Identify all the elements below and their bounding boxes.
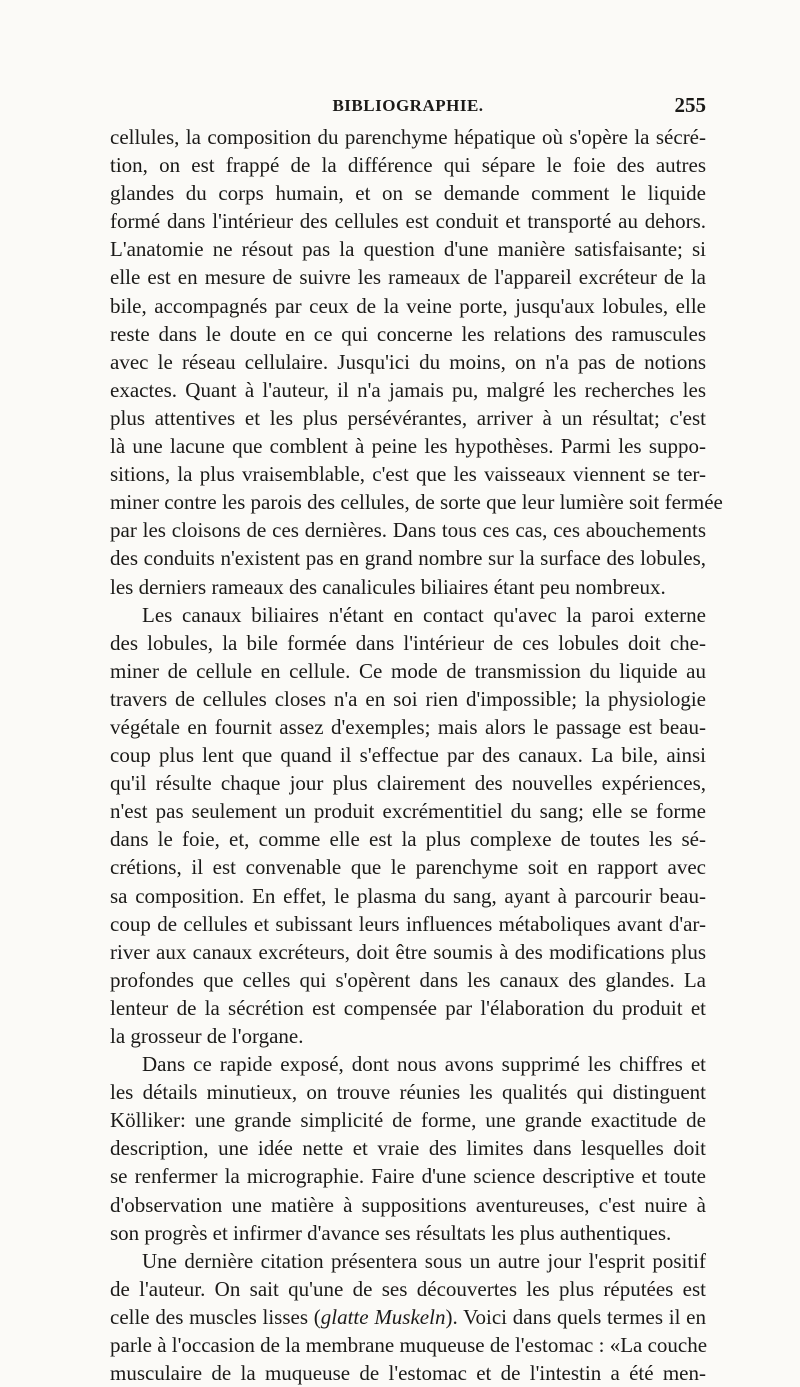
text-line: profondes que celles qui s'opèrent dans les canaux des glandes. La bbox=[110, 967, 706, 992]
text-line: formé dans l'intérieur des cellules est conduit et transporté au dehors. bbox=[110, 209, 706, 234]
text-line: plus attentives et les plus persévérantes, arriver à un résultat; c'est bbox=[110, 405, 706, 430]
text-line: Les canaux biliaires n'étant en contact qu'avec la paroi externe bbox=[142, 602, 706, 627]
running-title: BIBLIOGRAPHIE. bbox=[332, 96, 484, 115]
text-line: qu'il résulte chaque jour plus clairement des nouvelles expériences, bbox=[110, 771, 706, 796]
text-line: elle est en mesure de suivre les rameaux de l'appareil excréteur de la bbox=[110, 265, 706, 290]
text-line: des lobules, la bile formée dans l'intérieur de ces lobules doit che- bbox=[110, 630, 706, 655]
text-line: celle des muscles lisses (glatte Muskeln). Voici dans quels termes il en bbox=[110, 1304, 707, 1329]
text-line: musculaire de la muqueuse de l'estomac et de l'intestin a été men- bbox=[110, 1361, 706, 1386]
text-line: se renfermer la micrographie. Faire d'une science descriptive et toute bbox=[110, 1164, 706, 1189]
text-line: parle à l'occasion de la membrane muqueuse de l'estomac : «La couche bbox=[110, 1333, 708, 1358]
text-line: description, une idée nette et vraie des limites dans lesquelles doit bbox=[110, 1136, 706, 1161]
text-line: d'observation une matière à suppositions aventureuses, c'est nuire à bbox=[110, 1192, 706, 1217]
text-line: tion, on est frappé de la différence qui sépare le foie des autres bbox=[110, 153, 706, 178]
text-line: Dans ce rapide exposé, dont nous avons supprimé les chiffres et bbox=[142, 1052, 706, 1077]
text-line: par les cloisons de ces dernières. Dans tous ces cas, ces abouchements bbox=[110, 518, 706, 543]
page-number: 255 bbox=[674, 93, 706, 117]
text-line: de l'auteur. On sait qu'une de ses découvertes les plus réputées est bbox=[110, 1276, 706, 1301]
paragraph bbox=[110, 1050, 706, 1247]
text-line: L'anatomie ne résout pas la question d'une manière satisfaisante; si bbox=[110, 237, 706, 262]
text-line: sitions, la plus vraisemblable, c'est que les vaisseaux viennent se ter- bbox=[110, 462, 706, 487]
text-line: crétions, il est convenable que le parenchyme soit en rapport avec bbox=[110, 855, 706, 880]
text-line: travers de cellules closes n'a en soi rien d'impossible; la physiologie bbox=[110, 686, 706, 711]
text-line: les derniers rameaux des canalicules biliaires étant peu nombreux. bbox=[110, 574, 666, 599]
text-line: des conduits n'existent pas en grand nombre sur la surface des lobules, bbox=[110, 546, 706, 571]
text-line: Une dernière citation présentera sous un autre jour l'esprit positif bbox=[142, 1248, 706, 1273]
paragraph bbox=[110, 123, 723, 601]
text-line: glandes du corps humain, et on se demande comment le liquide bbox=[110, 181, 706, 206]
text-line: les détails minutieux, on trouve réunies les qualités qui distinguent bbox=[110, 1080, 706, 1105]
text-line: cellules, la composition du parenchyme hépatique où s'opère la sécré- bbox=[110, 125, 706, 149]
text-line: reste dans le doute en ce qui concerne les relations des ramuscules bbox=[110, 321, 706, 346]
text-line: miner de cellule en cellule. Ce mode de transmission du liquide au bbox=[110, 658, 706, 683]
text-line: son progrès et infirmer d'avance ses résultats les plus authentiques. bbox=[110, 1220, 672, 1245]
text-line: bile, accompagnés par ceux de la veine porte, jusqu'aux lobules, elle bbox=[110, 293, 706, 318]
text-line: lenteur de la sécrétion est compensée par l'élaboration du produit et bbox=[110, 995, 706, 1020]
text-line: Kölliker: une grande simplicité de forme, une grande exactitude de bbox=[110, 1108, 706, 1133]
text-line: coup de cellules et subissant leurs influences métaboliques avant d'ar- bbox=[110, 911, 706, 936]
page-header bbox=[110, 93, 706, 124]
paragraph bbox=[110, 601, 706, 1051]
text-line: miner contre les parois des cellules, de sorte que leur lumière soit fermée bbox=[110, 490, 723, 515]
text-line: dans le foie, et, comme elle est la plus complexe de toutes les sé- bbox=[110, 827, 706, 852]
italic-term: glatte Muskeln bbox=[320, 1304, 446, 1329]
text-line: n'est pas seulement un produit excrémentitiel du sang; elle se forme bbox=[110, 799, 706, 824]
text-line: river aux canaux excréteurs, doit être soumis à des modifications plus bbox=[110, 939, 706, 964]
paragraph bbox=[110, 1247, 706, 1387]
text-line: là une lacune que comblent à peine les hypothèses. Parmi les suppo- bbox=[110, 434, 706, 459]
body-text bbox=[110, 123, 723, 1387]
text-line: avec le réseau cellulaire. Jusqu'ici du moins, on n'a pas de notions bbox=[110, 349, 706, 374]
text-line: la grosseur de l'organe. bbox=[110, 1024, 304, 1048]
text-line: coup plus lent que quand il s'effectue par des canaux. La bile, ainsi bbox=[110, 743, 706, 768]
text-line: sa composition. En effet, le plasma du sang, ayant à parcourir beau- bbox=[110, 883, 706, 908]
text-line: végétale en fournit assez d'exemples; mais alors le passage est beau- bbox=[110, 714, 706, 739]
text-line: exactes. Quant à l'auteur, il n'a jamais pu, malgré les recherches les bbox=[110, 377, 706, 402]
